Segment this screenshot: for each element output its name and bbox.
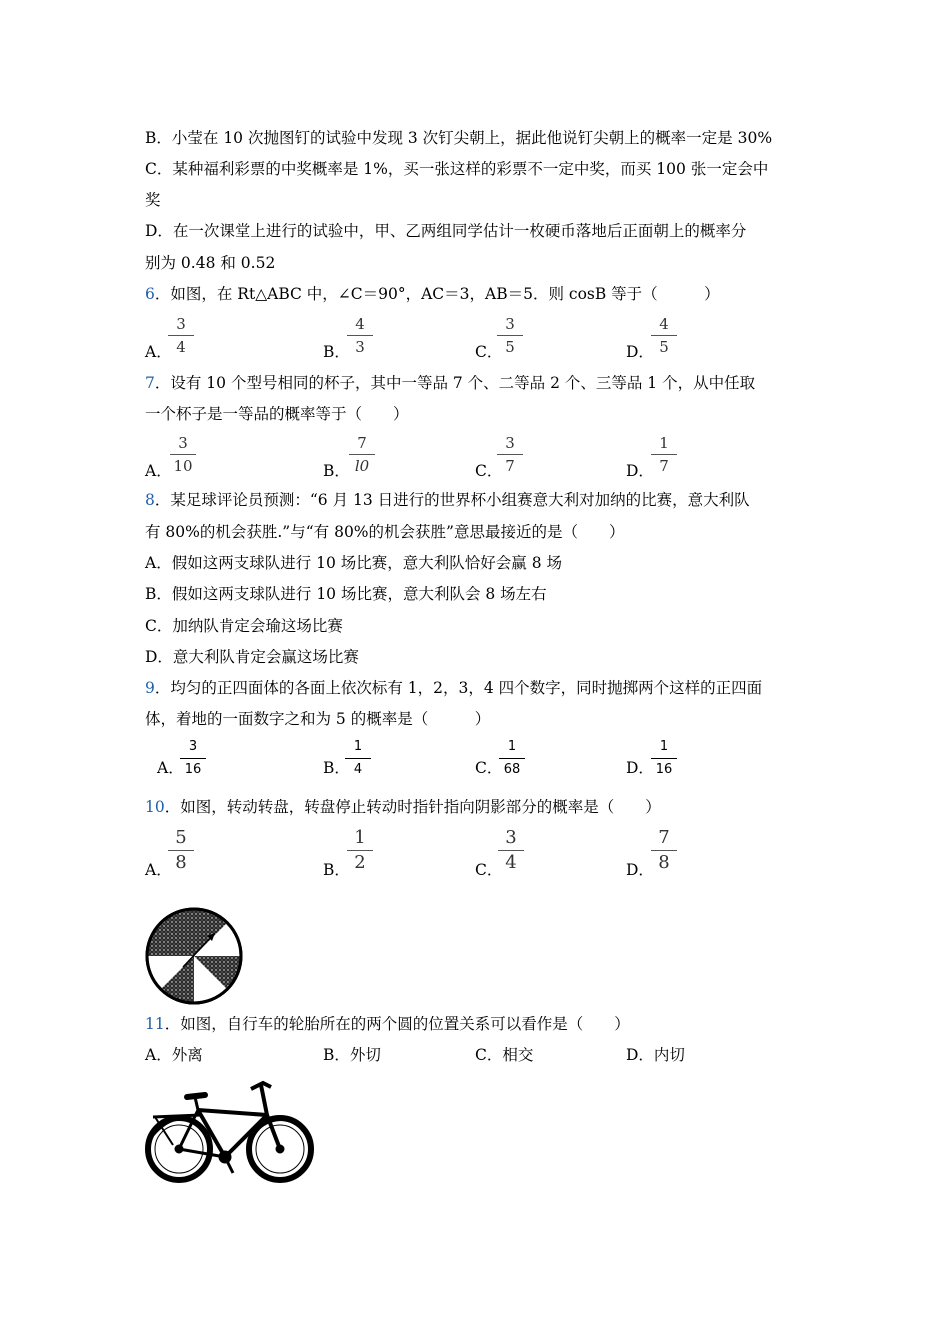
question-text: ．设有 10 个型号相同的杯子，其中一等品 7 个、二等品 2 个、三等品 1 个，从中任取 [154,374,756,392]
q6-option-b: B． [323,343,350,361]
q11-option-d: D．内切 [626,1046,685,1064]
q10-option-b: B． [323,861,350,879]
q9-option-a: A． [157,759,184,777]
q7-option-c: C． [475,462,503,480]
q9-fraction-b: $\frac{1}{4}$ [345,738,371,779]
question-text: ．某足球评论员预测：“6 月 13 日进行的世界杯小组赛意大利对加纳的比赛，意大利队 [154,491,750,509]
q10-option-c: C． [475,861,503,879]
q9-option-b: B． [323,759,350,777]
q10-fraction-b: $\frac{1}{2}$ [347,828,373,873]
q6-fraction-a: $\frac{3}{4}$ [168,315,194,356]
question-text: ．如图，转动转盘，转盘停止转动时指针指向阴影部分的概率是（ ） [164,798,661,816]
question-number: 7 [145,374,155,392]
q11-option-b: B．外切 [323,1046,381,1064]
question-text: ．均匀的正四面体的各面上依次标有 1，2，3，4 四个数字，同时抛掷两个这样的正四面 [154,679,763,697]
q6-option-c: C． [475,343,503,361]
q10-fraction-d: $\frac{7}{8}$ [651,828,677,873]
q6-fraction-c: $\frac{3}{5}$ [497,315,523,356]
option-b-line: B．小莹在 10 次抛图钉的试验中发现 3 次钉尖朝上，据此他说钉尖朝上的概率一定是 30% [145,129,773,147]
q11-option-c: C．相交 [475,1046,534,1064]
q6-fraction-d: $\frac{4}{5}$ [651,315,677,356]
question-8-continuation: 有 80%的机会获胜.”与“有 80%的机会获胜”意思最接近的是（ ） [145,523,625,541]
question-text: ．如图，在 Rt△ABC 中，∠C＝90°，AC＝3，AB＝5．则 cosB 等于（ ） [154,285,720,303]
question-7-continuation: 一个杯子是一等品的概率等于（ ） [145,405,409,423]
question-9 [145,678,762,698]
q7-fraction-a: $\frac{3}{10}$ [170,434,196,475]
option-d-continuation: 别为 0.48 和 0.52 [145,254,276,272]
question-number: 11 [145,1015,165,1033]
q9-option-c: C． [475,759,503,777]
spinner-figure [143,905,245,1007]
q10-fraction-a: $\frac{5}{8}$ [168,828,194,873]
q10-fraction-c: $\frac{3}{4}$ [498,828,524,873]
q9-fraction-a: $\frac{3}{16}$ [180,738,206,779]
q9-fraction-c: $\frac{1}{68}$ [499,738,525,779]
option-d-line: D．在一次课堂上进行的试验中，甲、乙两组同学估计一枚硬币落地后正面朝上的概率分 [145,222,747,240]
q8-option-a: A．假如这两支球队进行 10 场比赛，意大利队恰好会赢 8 场 [145,554,562,572]
q7-option-a: A． [145,462,172,480]
q10-option-d: D． [626,861,654,879]
q11-option-a: A．外离 [145,1046,203,1064]
question-9-continuation: 体，着地的一面数字之和为 5 的概率是（ ） [145,710,491,728]
question-number: 9 [145,679,155,697]
q9-fraction-d: $\frac{1}{16}$ [651,738,677,779]
q9-option-d: D． [626,759,654,777]
question-7 [145,373,755,393]
q10-option-a: A． [145,861,172,879]
question-11 [145,1014,630,1034]
q7-option-d: D． [626,462,654,480]
q8-option-d: D．意大利队肯定会赢这场比赛 [145,648,359,666]
q7-fraction-d: $\frac{1}{7}$ [651,434,677,475]
q8-option-c: C．加纳队肯定会瑜这场比赛 [145,617,343,635]
q7-fraction-c: $\frac{3}{7}$ [497,434,523,475]
q6-option-a: A． [145,343,172,361]
q6-fraction-b: $\frac{4}{3}$ [347,315,373,356]
question-number: 6 [145,285,155,303]
option-c-line: C．某种福利彩票的中奖概率是 1%，买一张这样的彩票不一定中奖，而买 100 张一定会中 [145,160,769,178]
question-number: 8 [145,491,155,509]
question-number: 10 [145,798,165,816]
question-6 [145,284,720,304]
option-c-continuation: 奖 [145,191,161,209]
bicycle-figure [143,1075,318,1190]
question-10 [145,797,661,817]
q6-option-d: D． [626,343,654,361]
q7-fraction-b: $\frac{7}{l0}$ [349,434,375,475]
question-8 [145,490,750,510]
q7-option-b: B． [323,462,350,480]
q8-option-b: B．假如这两支球队进行 10 场比赛，意大利队会 8 场左右 [145,585,547,603]
question-text: ．如图，自行车的轮胎所在的两个圆的位置关系可以看作是（ ） [164,1015,630,1033]
